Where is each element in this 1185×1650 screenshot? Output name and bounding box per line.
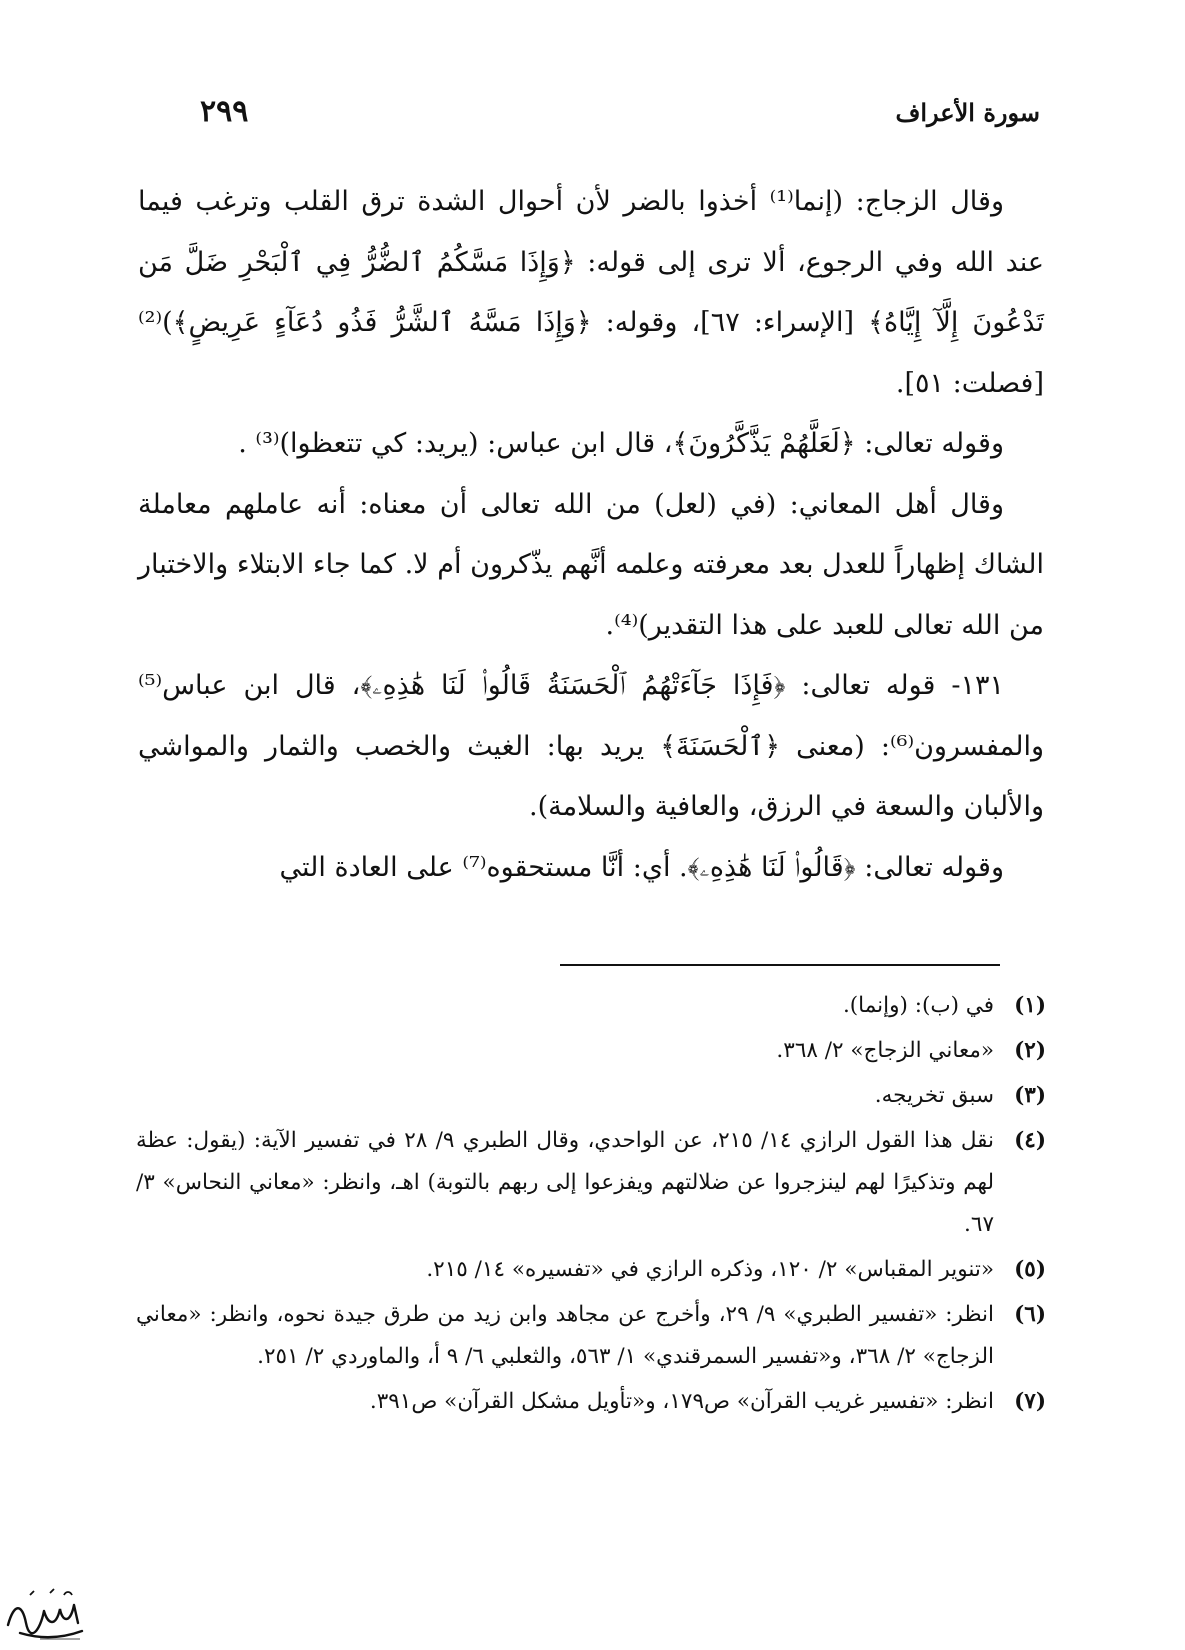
publisher-logo-icon <box>0 1585 90 1643</box>
paragraph: ١٣١- قوله تعالى: ﴿فَإِذَا جَآءَتْهُمُ ٱلْحَسَنَةُ قَالُوا۟ لَنَا هَٰذِهِۦ﴾، قال ابن عباس⁽⁵⁾ والمفسرون⁽⁶⁾: (معنى ﴿ٱلْحَسَنَةَ﴾ يريد بها: الغيث والخصب والثمار والمواشي والألبان والسعة في الرزق، والعافية والسلامة). <box>138 670 1044 822</box>
footnote <box>136 985 1046 1027</box>
footnote <box>136 1030 1046 1072</box>
footnote-text: «معاني الزجاج» ٢/ ٣٦٨. <box>776 1038 994 1063</box>
paragraph: وقوله تعالى: ﴿لَعَلَّهُمْ يَذَّكَّرُونَ﴾، قال ابن عباس: (يريد: كي تتعظوا)⁽³⁾ . <box>238 428 1004 459</box>
paragraph: وقال أهل المعاني: (في (لعل) من الله تعالى أن معناه: أنه عاملهم معاملة الشاك إظهاراً للعدل بعد معرفته وعلمه أنَّهم يذّكرون أم لا. كما جاء الابتلاء والاختبار من الله تعالى للعبد على هذا التقدير)⁽⁴⁾. <box>138 488 1044 641</box>
footnote <box>136 1120 1046 1246</box>
page-number: ٢٩٩ <box>200 94 249 129</box>
footnote-text: «تنوير المقباس» ٢/ ١٢٠، وذكره الرازي في «تفسيره» ١٤/ ٢١٥. <box>426 1257 994 1282</box>
footnote-text: في (ب): (وإنما). <box>842 993 994 1018</box>
footnote-separator <box>560 964 1000 966</box>
paragraph: وقوله تعالى: ﴿قَالُوا۟ لَنَا هَٰذِهِۦ﴾. أي: أنَّا مستحقوه⁽⁷⁾ على العادة التي <box>279 851 1004 883</box>
footnote-text: نقل هذا القول الرازي ١٤/ ٢١٥، عن الواحدي، وقال الطبري ٩/ ٢٨ في تفسير الآية: (يقول: عظة لهم وتذكيرًا لهم لينزجروا عن ضلالتهم ويفزعوا إلى ربهم بالتوبة) اهـ، وانظر: «معاني النحاس» ٣/ ٦٧. <box>136 1128 994 1237</box>
footnote <box>136 1249 1046 1291</box>
footnote-text: انظر: «تفسير غريب القرآن» ص١٧٩، و«تأويل مشكل القرآن» ص٣٩١. <box>369 1389 994 1414</box>
main-text <box>138 172 1044 898</box>
footnote-number: (٧) <box>1014 1389 1046 1414</box>
footnote-number: (٣) <box>1014 1083 1046 1108</box>
surah-title: سورة الأعراف <box>895 98 1040 127</box>
footnotes <box>136 985 1046 1426</box>
footnote-number: (٤) <box>1014 1128 1046 1153</box>
footnote-text: سبق تخريجه. <box>874 1083 994 1108</box>
footnote-text: انظر: «تفسير الطبري» ٩/ ٢٩، وأخرج عن مجاهد وابن زيد من طرق جيدة نحوه، وانظر: «معاني الزجاج» ٢/ ٣٦٨، و«تفسير السمرقندي» ١/ ٥٦٣، والثعلبي ٦/ ٩ أ، والماوردي ٢/ ٢٥١. <box>136 1302 994 1369</box>
page-header <box>140 94 1040 138</box>
footnote-number: (٦) <box>1014 1302 1046 1327</box>
paragraph: وقال الزجاج: (إنما⁽¹⁾ أخذوا بالضر لأن أحوال الشدة ترق القلب وترغب فيما عند الله وفي الرجوع، ألا ترى إلى قوله: ﴿وَإِذَا مَسَّكُمُ ٱلضُّرُّ فِي ٱلْبَحْرِ ضَلَّ مَن تَدْعُونَ إِلَّآ إِيَّاهُ﴾ [الإسراء: ٦٧]، وقوله: ﴿وَإِذَا مَسَّهُ ٱلشَّرُّ فَذُو دُعَآءٍ عَرِيضٍ﴾)⁽²⁾ [فصلت: ٥١]. <box>138 186 1045 399</box>
footnote <box>136 1294 1046 1378</box>
footnote-number: (٥) <box>1014 1257 1046 1282</box>
footnote <box>136 1381 1046 1423</box>
footnote <box>136 1075 1046 1117</box>
footnote-number: (١) <box>1014 993 1046 1018</box>
footnote-number: (٢) <box>1014 1038 1046 1063</box>
